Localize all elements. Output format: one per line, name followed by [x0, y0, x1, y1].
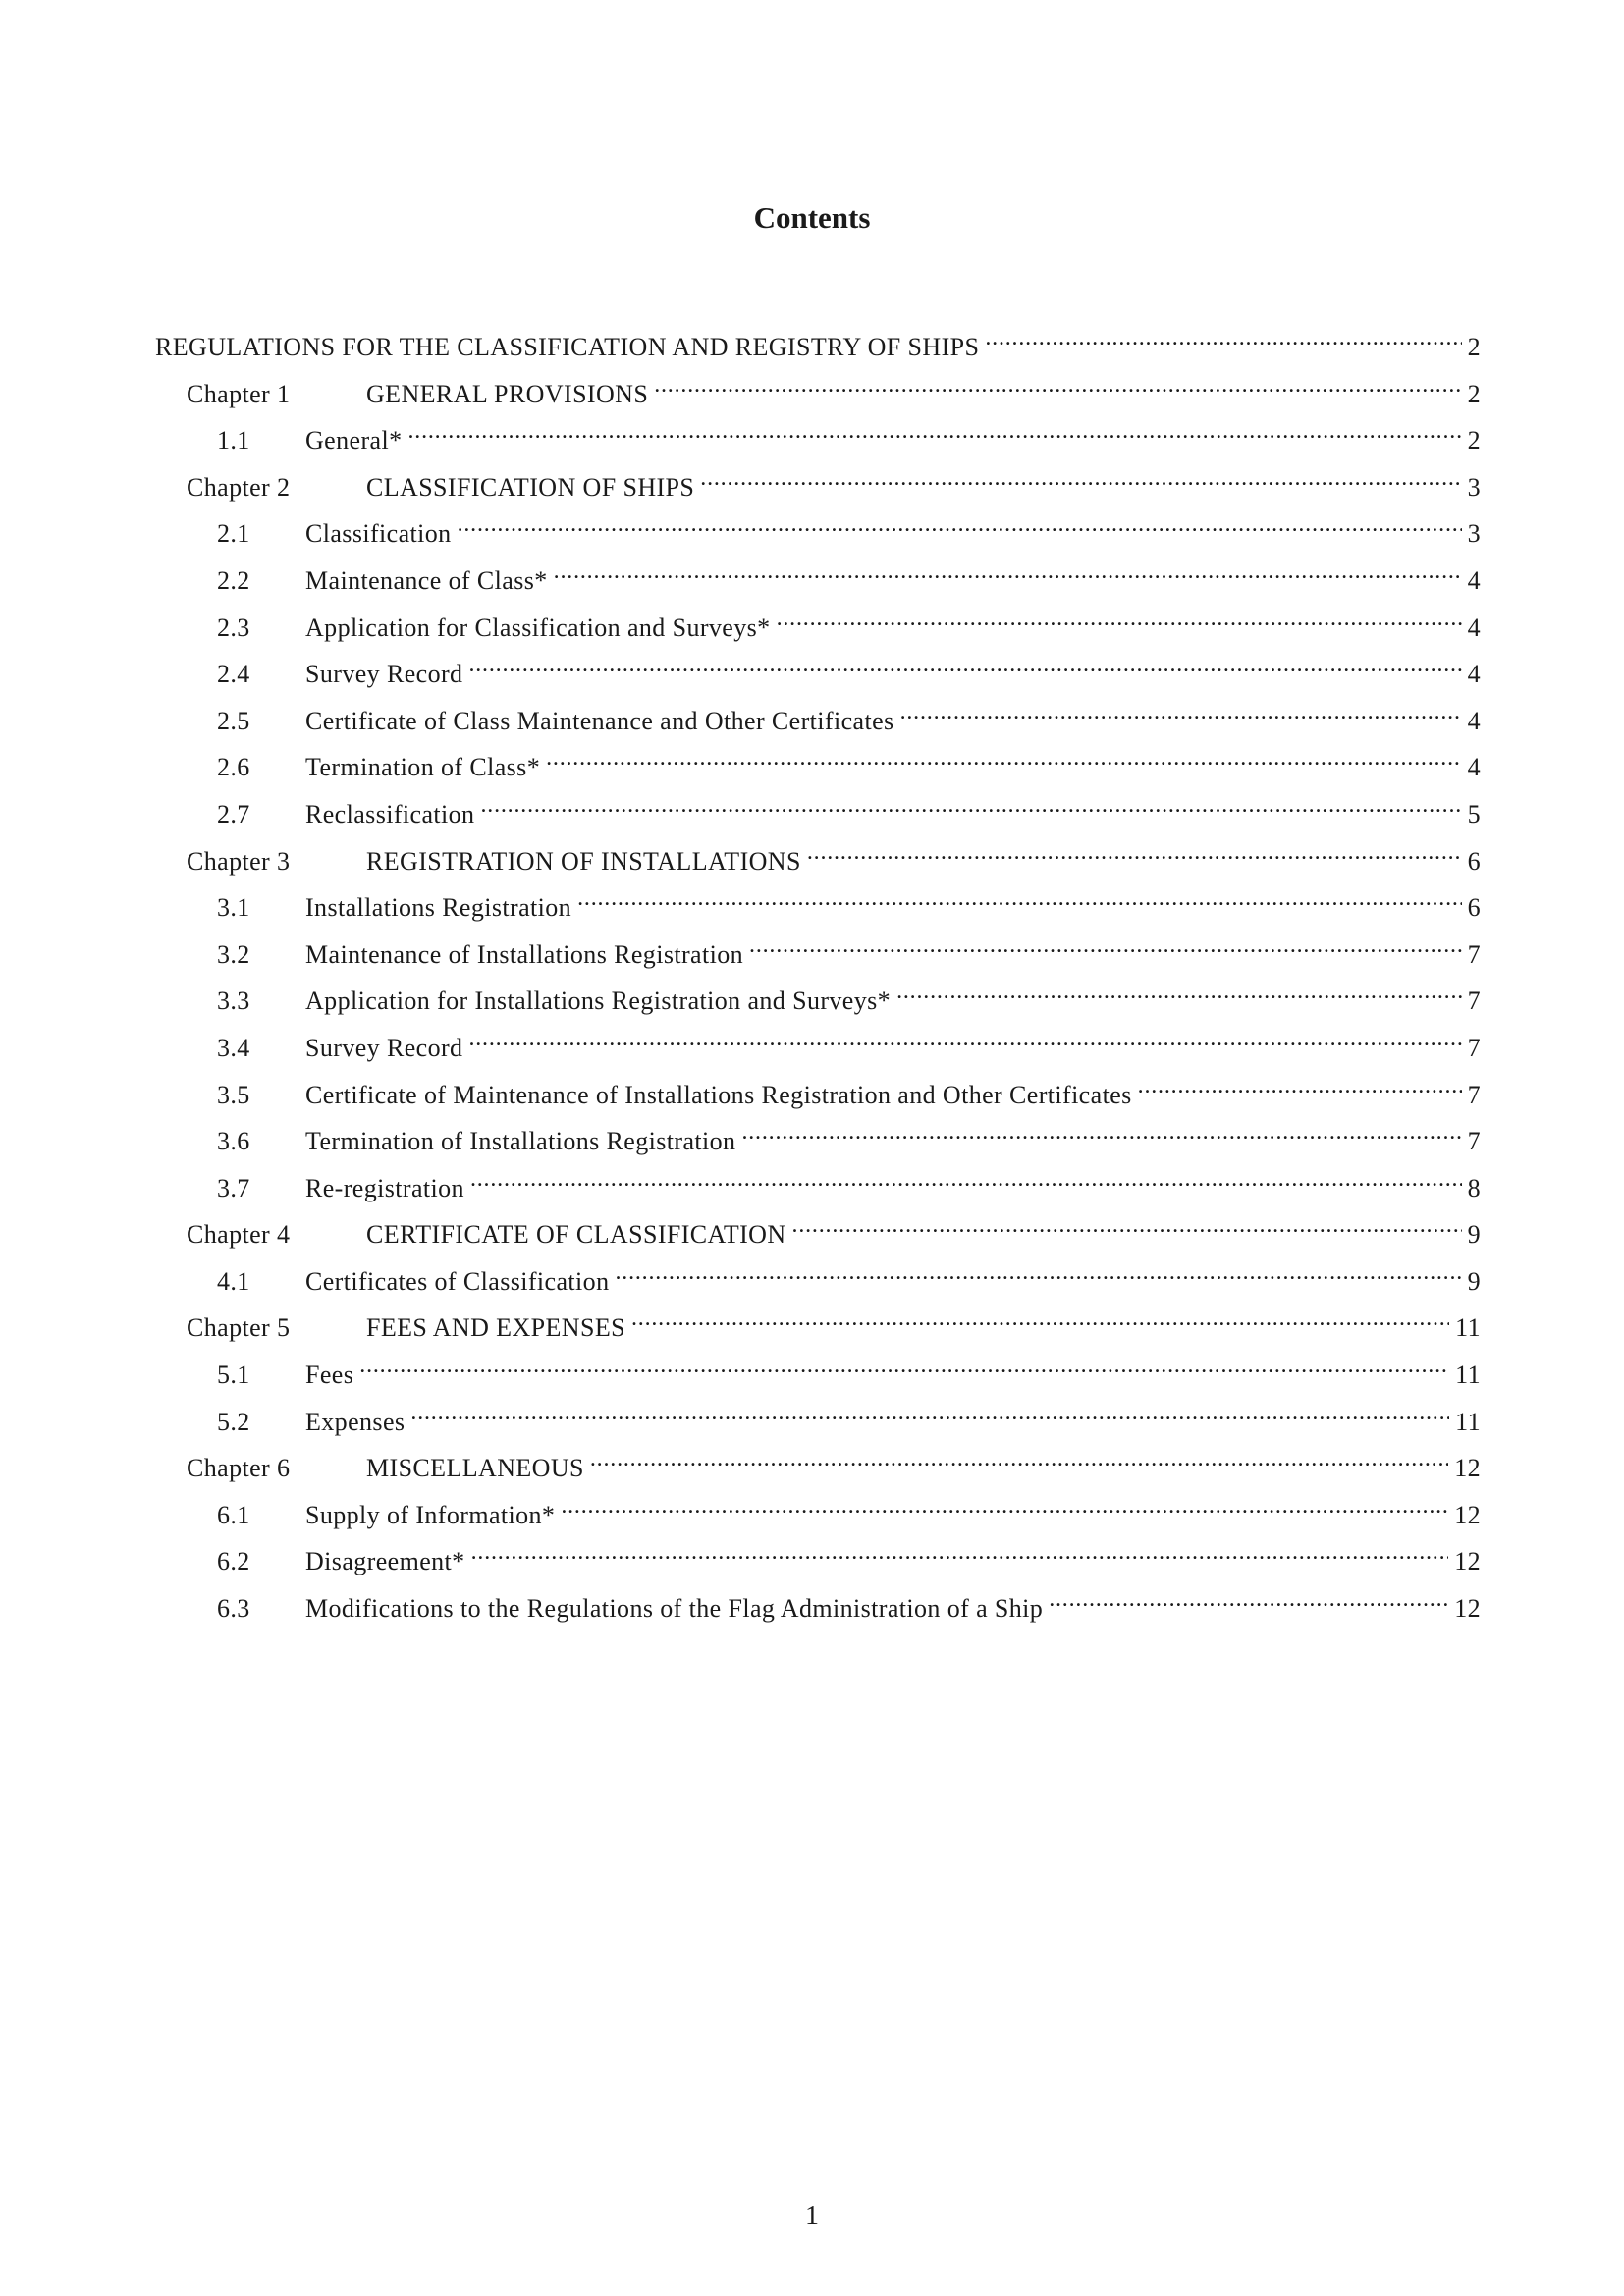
toc-chapter-entry[interactable] [155, 1301, 1481, 1348]
toc-entry-number: Chapter 3 [187, 846, 291, 876]
toc-entry-title: FEES AND EXPENSES [366, 1313, 625, 1343]
dot-leader [410, 1395, 1449, 1430]
toc-chapter-entry[interactable] [155, 834, 1481, 881]
toc-entry-title: Certificate of Class Maintenance and Other Certificates [305, 706, 894, 735]
toc-section-entry[interactable] [155, 1161, 1481, 1208]
toc-section-entry[interactable] [155, 1348, 1481, 1395]
toc-entry-number: Chapter 6 [187, 1454, 291, 1483]
toc-entry-page: 2 [1467, 379, 1481, 408]
toc-entry-page: 9 [1467, 1220, 1481, 1250]
toc-entry-title: Supply of Information* [305, 1500, 556, 1529]
toc-entry-page: 7 [1467, 1127, 1481, 1156]
toc-section-entry[interactable] [155, 1255, 1481, 1302]
toc-entry-title: Re-registration [305, 1173, 464, 1202]
toc-entry-page: 6 [1467, 846, 1481, 876]
dot-leader [468, 1021, 1461, 1056]
toc-section-entry[interactable] [155, 554, 1481, 601]
toc-entry-title: REGULATIONS FOR THE CLASSIFICATION AND REGISTRY OF SHIPS [155, 333, 980, 361]
toc-entry-title: Termination of Class* [305, 753, 541, 782]
toc-entry-number: 6.2 [217, 1547, 250, 1576]
toc-entry-number: Chapter 2 [187, 472, 291, 502]
dot-leader [615, 1255, 1461, 1290]
dot-leader [470, 1161, 1462, 1197]
toc-entry-number: 3.2 [217, 939, 250, 969]
dot-leader [741, 1114, 1461, 1149]
toc-entry-page: 12 [1454, 1500, 1481, 1529]
toc-entry-page: 12 [1454, 1547, 1481, 1576]
toc-entry-title: Maintenance of Installations Registration [305, 939, 744, 969]
toc-entry-title: Expenses [305, 1407, 406, 1436]
toc-section-entry[interactable] [155, 601, 1481, 648]
dot-leader [480, 787, 1461, 823]
dot-leader [1138, 1068, 1462, 1103]
toc-entry-title: Disagreement* [305, 1547, 465, 1576]
toc-chapter-entry[interactable] [155, 1441, 1481, 1488]
toc-entry-number: 2.7 [217, 799, 250, 828]
dot-leader [577, 881, 1462, 916]
toc-section-entry[interactable] [155, 928, 1481, 975]
toc-entry-number: 5.2 [217, 1407, 250, 1436]
toc-entry-page: 7 [1467, 1080, 1481, 1109]
toc-entry-number: 2.3 [217, 613, 250, 642]
toc-entry-title: General* [305, 426, 403, 455]
toc-entry-number: 5.1 [217, 1361, 250, 1390]
toc-entry-number: Chapter 5 [187, 1313, 291, 1343]
toc-entry-number: 3.7 [217, 1173, 250, 1202]
toc-section-entry[interactable] [155, 787, 1481, 834]
dot-leader [471, 1534, 1449, 1570]
toc-entry-number: 3.4 [217, 1033, 250, 1062]
toc-entry-page: 2 [1467, 333, 1481, 361]
toc-entry-page: 12 [1454, 1454, 1481, 1483]
toc-entry-page: 2 [1467, 426, 1481, 455]
toc-section-entry[interactable] [155, 974, 1481, 1021]
toc-entry-title: Reclassification [305, 799, 475, 828]
toc-section-entry[interactable] [155, 1021, 1481, 1068]
toc-entry-number: 3.5 [217, 1080, 250, 1109]
toc-entry-title: Installations Registration [305, 893, 572, 923]
toc-entry-page: 11 [1455, 1361, 1481, 1390]
dot-leader [985, 320, 1461, 355]
toc-entry-number: 1.1 [217, 426, 250, 455]
toc-entry-page: 4 [1467, 565, 1481, 595]
dot-leader [590, 1441, 1448, 1476]
dot-leader [458, 507, 1462, 542]
toc-entry-number: 6.3 [217, 1594, 250, 1624]
toc-entry-number: 3.1 [217, 893, 250, 923]
dot-leader [561, 1488, 1448, 1523]
toc-entry-page: 11 [1455, 1407, 1481, 1436]
toc-section-entry[interactable] [155, 881, 1481, 928]
toc-section-entry[interactable] [155, 1068, 1481, 1115]
toc-entry-page: 7 [1467, 1033, 1481, 1062]
dot-leader [807, 834, 1462, 870]
toc-entry-number: 3.3 [217, 987, 250, 1016]
toc-section-entry[interactable] [155, 1488, 1481, 1535]
dot-leader [700, 460, 1461, 496]
toc-entry-page: 4 [1467, 753, 1481, 782]
dot-leader [792, 1207, 1462, 1243]
toc-entry-page: 3 [1467, 519, 1481, 549]
dot-leader [546, 740, 1461, 775]
toc-entry-page: 4 [1467, 613, 1481, 642]
page-number: 1 [805, 2201, 819, 2231]
dot-leader [359, 1348, 1449, 1383]
toc-section-entry[interactable] [155, 413, 1481, 460]
toc-entry-number: Chapter 1 [187, 379, 291, 408]
toc-entry-title: Fees [305, 1361, 354, 1390]
dot-leader [407, 413, 1461, 449]
dot-leader [1049, 1581, 1448, 1617]
toc-entry-number: 4.1 [217, 1266, 250, 1296]
toc-entry-title: CLASSIFICATION OF SHIPS [366, 472, 695, 502]
dot-leader [631, 1301, 1449, 1336]
toc-entry-title: Certificate of Maintenance of Installations Registration and Other Certificates [305, 1080, 1132, 1109]
toc-entry-title: MISCELLANEOUS [366, 1454, 584, 1483]
toc-entry-title: CERTIFICATE OF CLASSIFICATION [366, 1220, 786, 1250]
toc-entry-page: 4 [1467, 706, 1481, 735]
dot-leader [654, 367, 1461, 402]
toc-section-entry[interactable] [155, 647, 1481, 694]
dot-leader [554, 554, 1462, 589]
toc-entry-number: 3.6 [217, 1127, 250, 1156]
toc-entry-title: Application for Installations Registration and Surveys* [305, 987, 892, 1016]
toc-entry-title: Classification [305, 519, 452, 549]
toc-entry-page: 9 [1467, 1266, 1481, 1296]
toc-entry-title: Modifications to the Regulations of the Flag Administration of a Ship [305, 1594, 1044, 1624]
toc-entry-title: Maintenance of Class* [305, 565, 548, 595]
dot-leader [900, 694, 1462, 729]
toc-entry-page: 3 [1467, 472, 1481, 502]
toc-chapter-entry[interactable] [155, 460, 1481, 507]
toc-entry-number: 2.2 [217, 565, 250, 595]
toc-entry-number: 2.4 [217, 660, 250, 689]
dot-leader [777, 601, 1462, 636]
toc-entry-title: GENERAL PROVISIONS [366, 379, 649, 408]
page-title: Contents [753, 200, 871, 235]
toc-entry-page: 6 [1467, 893, 1481, 923]
toc-entry-title: Survey Record [305, 1033, 463, 1062]
table-of-contents [155, 320, 1481, 1629]
toc-entry-page: 4 [1467, 660, 1481, 689]
toc-entry-title: Certificates of Classification [305, 1266, 610, 1296]
toc-entry-page: 8 [1467, 1173, 1481, 1202]
toc-entry-title: Application for Classification and Surveys* [305, 613, 771, 642]
dot-leader [896, 974, 1462, 1009]
toc-chapter-entry[interactable] [155, 367, 1481, 414]
toc-entry-title: Survey Record [305, 660, 463, 689]
toc-entry-page: 5 [1467, 799, 1481, 828]
toc-entry-number: 6.1 [217, 1500, 250, 1529]
toc-section-entry[interactable] [155, 694, 1481, 741]
toc-entry-number: 2.1 [217, 519, 250, 549]
toc-section-entry[interactable] [155, 507, 1481, 554]
toc-entry-page: 7 [1467, 939, 1481, 969]
toc-entry-number: 2.5 [217, 706, 250, 735]
toc-entry-title: REGISTRATION OF INSTALLATIONS [366, 846, 801, 876]
toc-entry-number: Chapter 4 [187, 1220, 291, 1250]
toc-entry-page: 11 [1455, 1313, 1481, 1343]
toc-chapter-entry[interactable] [155, 1207, 1481, 1255]
toc-section-entry[interactable] [155, 1581, 1481, 1629]
toc-section-entry[interactable] [155, 1534, 1481, 1581]
toc-section-entry[interactable] [155, 1395, 1481, 1442]
toc-entry-number: 2.6 [217, 753, 250, 782]
dot-leader [468, 647, 1461, 682]
dot-leader [749, 928, 1462, 963]
toc-entry-title: Termination of Installations Registration [305, 1127, 736, 1156]
toc-entry-page: 7 [1467, 987, 1481, 1016]
toc-section-entry[interactable] [155, 1114, 1481, 1161]
toc-part-entry[interactable] [155, 320, 1481, 367]
toc-section-entry[interactable] [155, 740, 1481, 787]
toc-entry-page: 12 [1454, 1594, 1481, 1624]
